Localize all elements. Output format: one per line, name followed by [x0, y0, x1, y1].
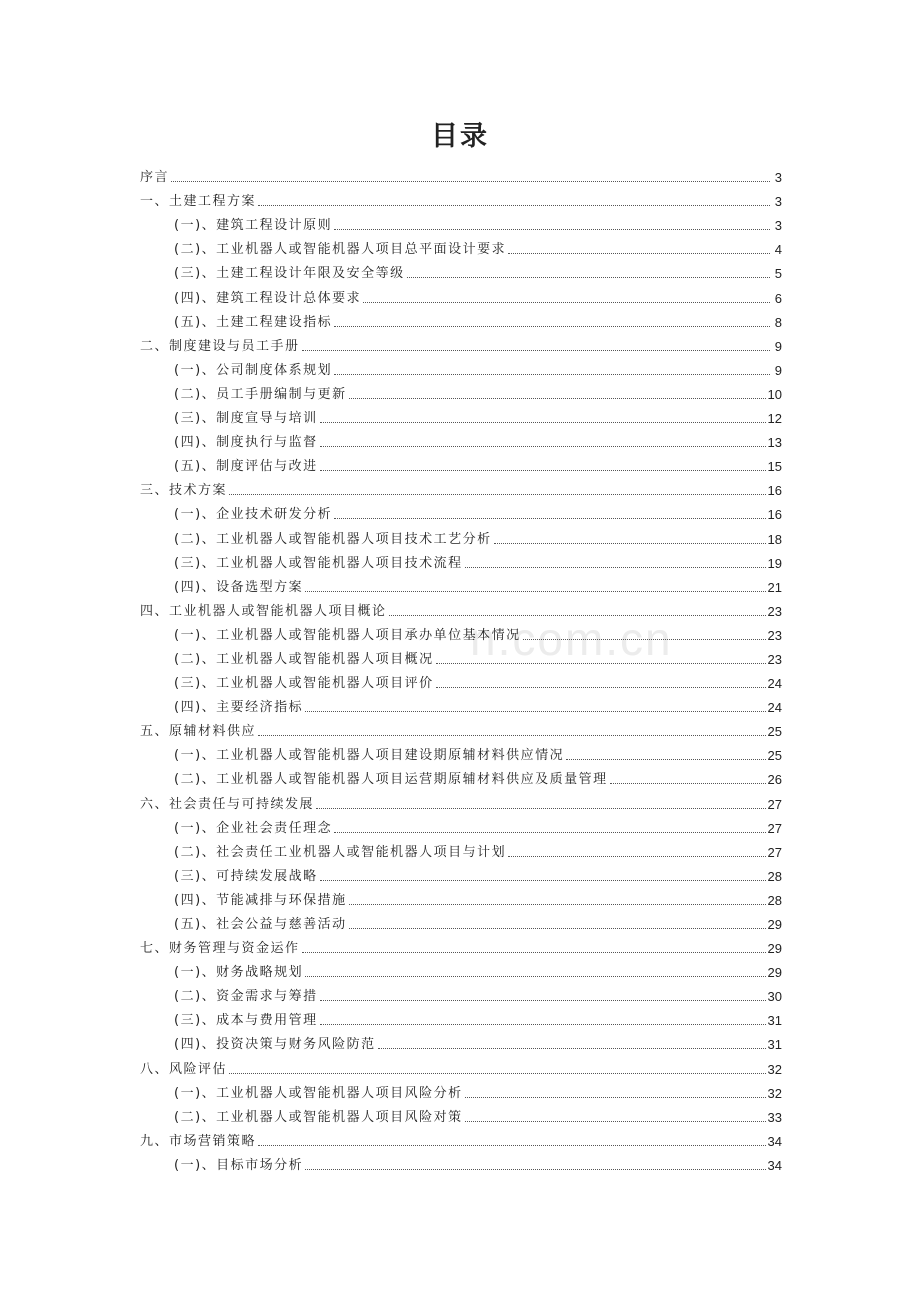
toc-entry-page: 13 — [767, 435, 782, 451]
toc-entry-page: 32 — [767, 1061, 782, 1077]
toc-entry[interactable] — [140, 499, 782, 523]
dot-leader — [436, 663, 766, 664]
toc-entry-label: (二)、资金需求与筹措 — [174, 989, 318, 1005]
dot-leader — [508, 253, 770, 254]
toc-entry[interactable] — [140, 1005, 782, 1029]
toc-entry-page: 28 — [767, 892, 782, 908]
toc-entry[interactable] — [140, 162, 782, 186]
dot-leader — [302, 350, 770, 351]
toc-entry-label: (一)、工业机器人或智能机器人项目承办单位基本情况 — [174, 627, 521, 643]
toc-entry-label: 八、风险评估 — [140, 1061, 228, 1077]
dot-leader — [171, 181, 770, 182]
toc-entry-label: 九、市场营销策略 — [140, 1133, 257, 1149]
toc-entry-label: (一)、目标市场分析 — [174, 1157, 304, 1173]
dot-leader — [258, 205, 770, 206]
dot-leader — [305, 711, 765, 712]
toc-entry[interactable] — [140, 813, 782, 837]
toc-entry[interactable] — [140, 548, 782, 572]
toc-entry-label: (三)、制度宣导与培训 — [174, 411, 318, 427]
toc-entry[interactable] — [140, 981, 782, 1005]
toc-entry[interactable] — [140, 716, 782, 740]
toc-entry-label: (一)、公司制度体系规划 — [174, 362, 333, 378]
toc-entry-page: 27 — [767, 796, 782, 812]
toc-entry-page: 16 — [767, 483, 782, 499]
toc-entry-page: 32 — [767, 1085, 782, 1101]
toc-entry[interactable] — [140, 668, 782, 692]
dot-leader — [320, 1000, 766, 1001]
toc-entry-page: 23 — [767, 627, 782, 643]
toc-entry-page: 29 — [767, 941, 782, 957]
toc-entry[interactable] — [140, 234, 782, 258]
toc-entry[interactable] — [140, 186, 782, 210]
dot-leader — [465, 1121, 766, 1122]
toc-entry-label: 五、原辅材料供应 — [140, 724, 257, 740]
toc-entry-label: (二)、工业机器人或智能机器人项目概况 — [174, 651, 434, 667]
toc-entry[interactable] — [140, 210, 782, 234]
dot-leader — [610, 783, 766, 784]
toc-entry-page: 27 — [767, 844, 782, 860]
dot-leader — [334, 374, 770, 375]
dot-leader — [316, 808, 766, 809]
toc-entry[interactable] — [140, 957, 782, 981]
toc-entry-page: 5 — [774, 266, 782, 282]
toc-entry-page: 34 — [767, 1157, 782, 1173]
toc-entry[interactable] — [140, 740, 782, 764]
dot-leader — [363, 302, 770, 303]
toc-entry-label: (三)、工业机器人或智能机器人项目评价 — [174, 676, 434, 692]
toc-entry-page: 9 — [774, 338, 782, 354]
toc-entry-page: 34 — [767, 1133, 782, 1149]
toc-entry-page: 28 — [767, 868, 782, 884]
toc-entry[interactable] — [140, 1126, 782, 1150]
toc-entry-label: 六、社会责任与可持续发展 — [140, 796, 315, 812]
toc-entry-page: 26 — [767, 772, 782, 788]
toc-entry-page: 9 — [774, 362, 782, 378]
dot-leader — [229, 494, 766, 495]
toc-entry[interactable] — [140, 451, 782, 475]
toc-entry-label: 七、财务管理与资金运作 — [140, 941, 300, 957]
toc-entry-page: 3 — [774, 194, 782, 210]
toc-entry-page: 4 — [774, 242, 782, 258]
toc-entry-page: 18 — [767, 531, 782, 547]
toc-entry[interactable] — [140, 331, 782, 355]
toc-entry[interactable] — [140, 764, 782, 788]
dot-leader — [407, 277, 770, 278]
dot-leader — [334, 518, 765, 519]
toc-entry[interactable] — [140, 909, 782, 933]
dot-leader — [508, 856, 765, 857]
toc-entry[interactable] — [140, 861, 782, 885]
toc-entry[interactable] — [140, 523, 782, 547]
toc-entry-label: (三)、工业机器人或智能机器人项目技术流程 — [174, 555, 463, 571]
dot-leader — [320, 422, 766, 423]
toc-entry[interactable] — [140, 1102, 782, 1126]
toc-entry-page: 12 — [767, 411, 782, 427]
watermark: n.com.cn — [470, 613, 673, 665]
toc-entry-label: 四、工业机器人或智能机器人项目概论 — [140, 603, 387, 619]
toc-entry-label: (三)、可持续发展战略 — [174, 868, 318, 884]
dot-leader — [378, 1048, 766, 1049]
toc-entry-page: 3 — [774, 218, 782, 234]
toc-entry-label: (三)、成本与费用管理 — [174, 1013, 318, 1029]
toc-entry[interactable] — [140, 596, 782, 620]
toc-entry-page: 33 — [767, 1109, 782, 1125]
dot-leader — [229, 1073, 766, 1074]
toc-entry-page: 29 — [767, 917, 782, 932]
toc-entry[interactable] — [140, 307, 782, 331]
toc-entry[interactable] — [140, 788, 782, 812]
dot-leader — [258, 1145, 766, 1146]
dot-leader — [334, 326, 770, 327]
toc-entry[interactable] — [140, 475, 782, 499]
toc-entry-label: (四)、设备选型方案 — [174, 579, 304, 595]
toc-entry-label: (四)、节能减排与环保措施 — [174, 892, 347, 908]
toc-entry-label: (一)、建筑工程设计原则 — [174, 218, 333, 234]
toc-entry[interactable] — [140, 572, 782, 596]
toc-entry-page: 8 — [774, 314, 782, 330]
toc-entry-page: 16 — [767, 507, 782, 523]
toc-entry[interactable] — [140, 355, 782, 379]
dot-leader — [566, 759, 765, 760]
toc-entry[interactable] — [140, 379, 782, 403]
toc-entry-label: (四)、主要经济指标 — [174, 700, 304, 716]
toc-entry-label: (四)、投资决策与财务风险防范 — [174, 1037, 376, 1053]
toc-entry[interactable] — [140, 282, 782, 306]
toc-entry[interactable] — [140, 692, 782, 716]
dot-leader — [436, 687, 766, 688]
toc-entry-page: 3 — [774, 170, 782, 186]
toc-entry[interactable] — [140, 427, 782, 451]
toc-entry-page: 31 — [767, 1013, 782, 1029]
toc-entry-page: 23 — [767, 603, 782, 619]
toc-entry-page: 25 — [767, 748, 782, 764]
toc-entry-label: (一)、工业机器人或智能机器人项目建设期原辅材料供应情况 — [174, 748, 565, 764]
toc-entry-label: (三)、土建工程设计年限及安全等级 — [174, 266, 405, 282]
toc-entry[interactable] — [140, 1150, 782, 1174]
toc-entry-page: 6 — [774, 290, 782, 306]
toc-entry-label: (四)、建筑工程设计总体要求 — [174, 290, 362, 306]
dot-leader — [334, 832, 765, 833]
toc-entry[interactable] — [140, 620, 782, 644]
toc-entry-label: (四)、制度执行与监督 — [174, 435, 318, 451]
toc-entry-page: 30 — [767, 989, 782, 1005]
dot-leader — [305, 1169, 765, 1170]
dot-leader — [302, 952, 766, 953]
toc-entry-page: 21 — [767, 579, 782, 595]
dot-leader — [523, 639, 766, 640]
dot-leader — [320, 446, 766, 447]
toc-entry-label: (一)、企业社会责任理念 — [174, 820, 333, 836]
toc-entry[interactable] — [140, 258, 782, 282]
toc-entry[interactable] — [140, 403, 782, 427]
dot-leader — [334, 229, 770, 230]
toc-entry-label: (二)、工业机器人或智能机器人项目总平面设计要求 — [174, 242, 507, 258]
dot-leader — [349, 398, 766, 399]
toc-entry-page: 10 — [767, 386, 782, 402]
toc-entry-label: (五)、土建工程建设指标 — [174, 314, 333, 330]
toc-entry-page: 15 — [767, 459, 782, 475]
toc-entry-label: 二、制度建设与员工手册 — [140, 338, 300, 354]
toc-entry-label: 序言 — [140, 170, 170, 186]
toc-entry-label: (一)、企业技术研发分析 — [174, 507, 333, 523]
toc-entry-page: 27 — [767, 820, 782, 836]
toc-entry[interactable] — [140, 837, 782, 861]
toc-entry-page: 24 — [767, 676, 782, 692]
toc-entry-page: 24 — [767, 700, 782, 716]
toc-entry-label: (五)、社会公益与慈善活动 — [174, 917, 347, 932]
toc-entry-label: (二)、工业机器人或智能机器人项目技术工艺分析 — [174, 531, 492, 547]
toc-entry-label: (一)、工业机器人或智能机器人项目风险分析 — [174, 1085, 463, 1101]
toc-entry-page: 29 — [767, 965, 782, 981]
dot-leader — [305, 591, 765, 592]
toc-entry[interactable] — [140, 1029, 782, 1053]
toc-entry[interactable] — [140, 1053, 782, 1077]
toc-entry[interactable] — [140, 1078, 782, 1102]
dot-leader — [494, 543, 766, 544]
toc-entry[interactable] — [140, 644, 782, 668]
dot-leader — [389, 615, 766, 616]
toc-entry-label: (五)、制度评估与改进 — [174, 459, 318, 475]
dot-leader — [305, 976, 765, 977]
dot-leader — [349, 928, 766, 929]
table-of-contents — [140, 162, 782, 1174]
toc-entry[interactable] — [140, 885, 782, 909]
dot-leader — [320, 880, 766, 881]
toc-entry-label: (二)、工业机器人或智能机器人项目风险对策 — [174, 1109, 463, 1125]
dot-leader — [349, 904, 766, 905]
dot-leader — [258, 735, 766, 736]
page-title: 目录 — [431, 121, 489, 152]
toc-entry-page: 19 — [767, 555, 782, 571]
toc-entry-label: (二)、社会责任工业机器人或智能机器人项目与计划 — [174, 844, 507, 860]
dot-leader — [320, 1024, 766, 1025]
toc-entry-label: 一、土建工程方案 — [140, 194, 257, 210]
toc-entry[interactable] — [140, 933, 782, 957]
toc-entry-page: 23 — [767, 651, 782, 667]
toc-entry-page: 31 — [767, 1037, 782, 1053]
toc-entry-label: (二)、工业机器人或智能机器人项目运营期原辅材料供应及质量管理 — [174, 772, 608, 788]
toc-entry-label: (二)、员工手册编制与更新 — [174, 386, 347, 402]
dot-leader — [320, 470, 766, 471]
toc-entry-label: 三、技术方案 — [140, 483, 228, 499]
toc-entry-page: 25 — [767, 724, 782, 740]
toc-entry-label: (一)、财务战略规划 — [174, 965, 304, 981]
dot-leader — [465, 567, 766, 568]
dot-leader — [465, 1097, 766, 1098]
